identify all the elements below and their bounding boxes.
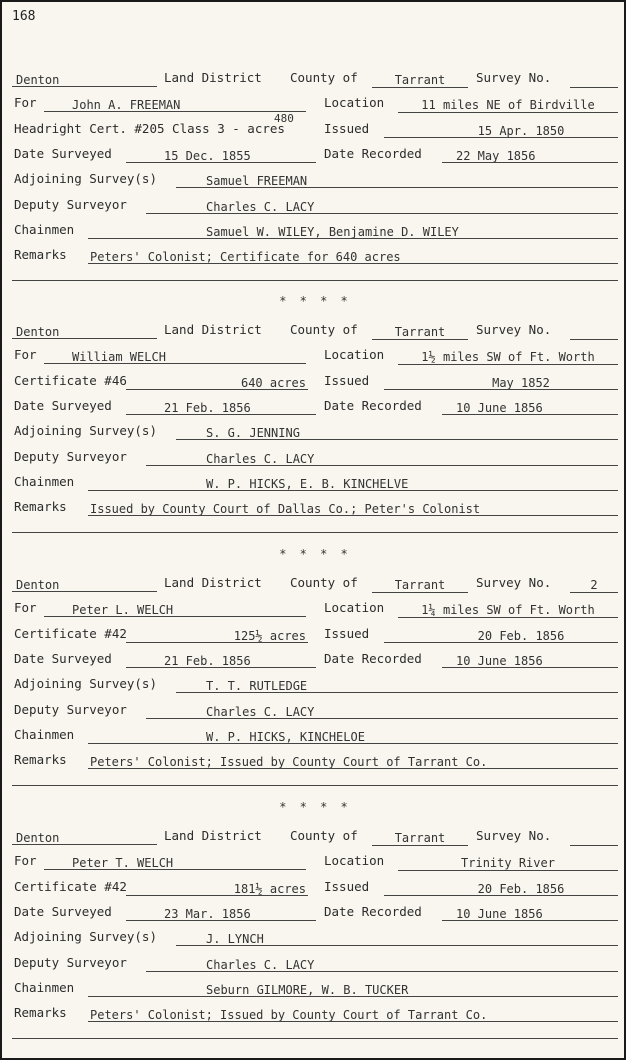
deputy-value: Charles C. LACY <box>146 957 618 972</box>
location-label: Location <box>324 853 385 869</box>
remarks-label: Remarks <box>14 1005 67 1021</box>
record-row <box>2 828 628 852</box>
date-recorded-label: Date Recorded <box>324 145 422 161</box>
adjoining-label: Adjoining Survey(s) <box>14 171 157 187</box>
certificate-acres: 640 acres <box>126 375 308 390</box>
date-surveyed-value: 21 Feb. 1856 <box>126 653 316 668</box>
survey-no-value <box>570 830 618 846</box>
land-district-label: Land District <box>164 70 262 85</box>
record-row <box>2 575 628 599</box>
record-row <box>2 727 628 751</box>
remarks-label: Remarks <box>14 499 67 515</box>
for-label: For <box>14 600 37 616</box>
record-row <box>2 171 628 195</box>
survey-no-label: Survey No. <box>476 322 552 337</box>
grantee-name: Peter T. WELCH <box>44 855 306 870</box>
county-label: County of <box>290 322 358 337</box>
adjoining-value: T. T. RUTLEDGE <box>176 678 618 693</box>
remarks-label: Remarks <box>14 247 67 263</box>
land-district-value: Denton <box>12 72 157 87</box>
location-value: 1½ miles SW of Ft. Worth <box>398 349 618 365</box>
for-label: For <box>14 95 37 111</box>
record-row <box>2 499 628 523</box>
remarks-value: Peters' Colonist; Certificate for 640 acres <box>88 249 618 264</box>
location-label: Location <box>324 95 385 111</box>
date-surveyed-value: 15 Dec. 1855 <box>126 148 316 163</box>
deputy-value: Charles C. LACY <box>146 451 618 466</box>
record-row <box>2 449 628 473</box>
record-row <box>2 904 628 928</box>
certificate-label: Certificate #42 <box>14 625 127 641</box>
chainmen-label: Chainmen <box>14 979 75 995</box>
land-district-label: Land District <box>164 828 262 843</box>
issued-value: 20 Feb. 1856 <box>384 881 618 896</box>
record-row <box>2 879 628 903</box>
page-number: 168 <box>12 9 36 24</box>
date-recorded-value: 22 May 1856 <box>442 148 618 163</box>
deputy-label: Deputy Surveyor <box>14 196 127 212</box>
grantee-name: William WELCH <box>44 349 306 364</box>
county-label: County of <box>290 70 358 85</box>
county-value: Tarrant <box>372 577 468 593</box>
record-row <box>2 70 628 94</box>
record-row <box>2 373 628 397</box>
chainmen-label: Chainmen <box>14 221 75 237</box>
record-separator: * * * * <box>279 294 351 308</box>
issued-label: Issued <box>324 120 370 136</box>
certificate-acres: 480 <box>274 111 294 125</box>
county-value: Tarrant <box>372 324 468 340</box>
certificate-label: Certificate #42 <box>14 878 127 894</box>
date-recorded-value: 10 June 1856 <box>442 653 618 668</box>
date-recorded-value: 10 June 1856 <box>442 906 618 921</box>
certificate-acres: 125½ acres <box>126 628 308 643</box>
record-row <box>2 423 628 447</box>
blank-rule <box>12 785 618 786</box>
land-district-value: Denton <box>12 830 157 845</box>
adjoining-value: J. LYNCH <box>176 931 618 946</box>
issued-value: 20 Feb. 1856 <box>384 628 618 643</box>
adjoining-value: S. G. JENNING <box>176 425 618 440</box>
remarks-value: Peters' Colonist; Issued by County Court of Tarrant Co. <box>88 754 618 769</box>
date-surveyed-label: Date Surveyed <box>14 397 112 413</box>
record-row <box>2 111 628 145</box>
issued-label: Issued <box>324 372 370 388</box>
blank-rule <box>12 1038 618 1039</box>
grantee-name: John A. FREEMAN <box>44 97 306 112</box>
record-row <box>2 1005 628 1029</box>
record-row <box>2 651 628 675</box>
record-row <box>2 955 628 979</box>
county-value: Tarrant <box>372 830 468 846</box>
issued-value: May 1852 <box>384 375 618 390</box>
record-row <box>2 474 628 498</box>
deputy-label: Deputy Surveyor <box>14 954 127 970</box>
location-value: 1¼ miles SW of Ft. Worth <box>398 602 618 618</box>
record-row <box>2 146 628 170</box>
date-recorded-label: Date Recorded <box>324 903 422 919</box>
land-district-label: Land District <box>164 575 262 590</box>
record-row <box>2 929 628 953</box>
record-row <box>2 980 628 1004</box>
issued-value: 15 Apr. 1850 <box>384 123 618 138</box>
record-row <box>2 95 628 119</box>
date-surveyed-label: Date Surveyed <box>14 650 112 666</box>
land-district-value: Denton <box>12 324 157 339</box>
deputy-label: Deputy Surveyor <box>14 701 127 717</box>
survey-no-value <box>570 324 618 340</box>
deputy-value: Charles C. LACY <box>146 704 618 719</box>
blank-rule <box>12 280 618 281</box>
for-label: For <box>14 347 37 363</box>
location-label: Location <box>324 600 385 616</box>
chainmen-value: Seburn GILMORE, W. B. TUCKER <box>88 982 618 997</box>
issued-label: Issued <box>324 878 370 894</box>
date-surveyed-label: Date Surveyed <box>14 903 112 919</box>
date-recorded-value: 10 June 1856 <box>442 400 618 415</box>
record-row <box>2 247 628 271</box>
survey-no-label: Survey No. <box>476 828 552 843</box>
chainmen-value: Samuel W. WILEY, Benjamine D. WILEY <box>88 224 618 239</box>
date-surveyed-label: Date Surveyed <box>14 145 112 161</box>
record-row <box>2 752 628 776</box>
county-label: County of <box>290 828 358 843</box>
record-row <box>2 600 628 624</box>
record-row <box>2 322 628 346</box>
record-row <box>2 702 628 726</box>
issued-label: Issued <box>324 625 370 641</box>
chainmen-value: W. P. HICKS, E. B. KINCHELVE <box>88 476 618 491</box>
adjoining-label: Adjoining Survey(s) <box>14 676 157 692</box>
survey-no-value <box>570 72 618 88</box>
chainmen-value: W. P. HICKS, KINCHELOE <box>88 729 618 744</box>
record-separator: * * * * <box>279 800 351 814</box>
remarks-label: Remarks <box>14 752 67 768</box>
adjoining-label: Adjoining Survey(s) <box>14 423 157 439</box>
location-value: 11 miles NE of Birdville <box>398 97 618 113</box>
record-row <box>2 197 628 221</box>
certificate-label: Headright Cert. #205 Class 3 - acres <box>14 120 285 136</box>
record-row <box>2 676 628 700</box>
remarks-value: Peters' Colonist; Issued by County Court of Tarrant Co. <box>88 1007 618 1022</box>
date-surveyed-value: 23 Mar. 1856 <box>126 906 316 921</box>
location-value: Trinity River <box>398 855 618 871</box>
chainmen-label: Chainmen <box>14 473 75 489</box>
land-district-value: Denton <box>12 577 157 592</box>
county-label: County of <box>290 575 358 590</box>
record-separator: * * * * <box>279 547 351 561</box>
for-label: For <box>14 853 37 869</box>
survey-no-value: 2 <box>570 577 618 593</box>
certificate-acres: 181½ acres <box>126 881 308 896</box>
deputy-label: Deputy Surveyor <box>14 448 127 464</box>
remarks-value: Issued by County Court of Dallas Co.; Peter's Colonist <box>88 501 618 516</box>
location-label: Location <box>324 347 385 363</box>
record-row <box>2 347 628 371</box>
blank-rule <box>12 532 618 533</box>
county-value: Tarrant <box>372 72 468 88</box>
grantee-name: Peter L. WELCH <box>44 602 306 617</box>
chainmen-label: Chainmen <box>14 726 75 742</box>
date-surveyed-value: 21 Feb. 1856 <box>126 400 316 415</box>
certificate-label: Certificate #46 <box>14 372 127 388</box>
survey-no-label: Survey No. <box>476 575 552 590</box>
land-district-label: Land District <box>164 322 262 337</box>
survey-no-label: Survey No. <box>476 70 552 85</box>
record-row <box>2 626 628 650</box>
record-row <box>2 222 628 246</box>
record-row <box>2 853 628 877</box>
adjoining-value: Samuel FREEMAN <box>176 173 618 188</box>
adjoining-label: Adjoining Survey(s) <box>14 929 157 945</box>
record-row <box>2 398 628 422</box>
date-recorded-label: Date Recorded <box>324 650 422 666</box>
deputy-value: Charles C. LACY <box>146 199 618 214</box>
date-recorded-label: Date Recorded <box>324 397 422 413</box>
